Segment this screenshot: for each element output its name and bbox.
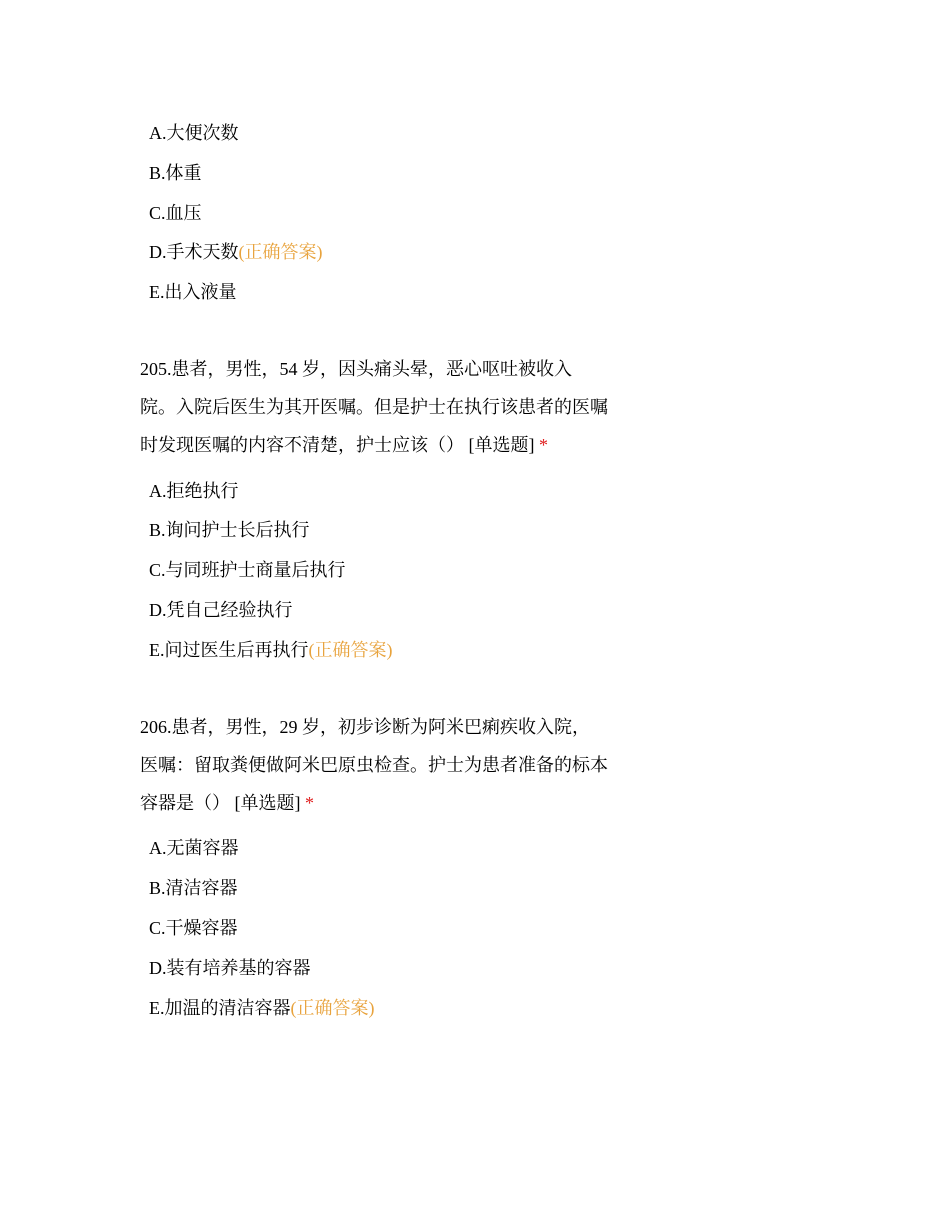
required-mark: * — [539, 435, 548, 455]
question-206-line-2 — [140, 753, 608, 777]
option-text: D.凭自己经验执行 — [149, 600, 293, 620]
option-205-a — [149, 479, 239, 503]
option-text: E.问过医生后再执行 — [149, 640, 309, 660]
option-text: D.装有培养基的容器 — [149, 958, 311, 978]
option-prev-b — [149, 161, 202, 185]
option-205-e — [149, 638, 393, 662]
question-text: 206.患者，男性，29 岁，初步诊断为阿米巴痢疾收入院， — [140, 717, 590, 737]
question-205-line-1 — [140, 357, 572, 381]
question-text: 205.患者，男性，54 岁，因头痛头晕，恶心呕吐被收入 — [140, 359, 572, 379]
option-text: B.体重 — [149, 163, 202, 183]
option-text: E.出入液量 — [149, 282, 237, 302]
question-text: 容器是（） [单选题] — [140, 793, 301, 813]
option-206-e — [149, 996, 375, 1020]
option-205-b — [149, 518, 310, 542]
option-206-a — [149, 836, 239, 860]
required-mark: * — [305, 793, 314, 813]
option-206-d — [149, 956, 311, 980]
question-205-line-3 — [140, 433, 548, 457]
correct-answer-tag: (正确答案) — [238, 242, 323, 262]
option-text: B.询问护士长后执行 — [149, 520, 310, 540]
option-205-c — [149, 558, 346, 582]
option-prev-d — [149, 240, 323, 264]
option-text: D.手术天数 — [149, 242, 239, 262]
option-206-c — [149, 916, 238, 940]
question-206-line-1 — [140, 715, 590, 739]
option-text: B.清洁容器 — [149, 878, 238, 898]
option-text: C.与同班护士商量后执行 — [149, 560, 346, 580]
option-text: A.无菌容器 — [149, 838, 239, 858]
question-206-line-3 — [140, 791, 314, 815]
option-text: A.大便次数 — [149, 123, 239, 143]
option-205-d — [149, 598, 293, 622]
correct-answer-tag: (正确答案) — [308, 640, 393, 660]
option-prev-c — [149, 201, 202, 225]
option-text: E.加温的清洁容器 — [149, 998, 291, 1018]
question-text: 医嘱：留取粪便做阿米巴原虫检查。护士为患者准备的标本 — [140, 755, 608, 775]
option-206-b — [149, 876, 238, 900]
question-205-line-2 — [140, 395, 608, 419]
question-text: 院。入院后医生为其开医嘱。但是护士在执行该患者的医嘱 — [140, 397, 608, 417]
option-text: C.干燥容器 — [149, 918, 238, 938]
correct-answer-tag: (正确答案) — [290, 998, 375, 1018]
question-text: 时发现医嘱的内容不清楚，护士应该（） [单选题] — [140, 435, 535, 455]
option-text: C.血压 — [149, 203, 202, 223]
option-text: A.拒绝执行 — [149, 481, 239, 501]
option-prev-e — [149, 280, 237, 304]
option-prev-a — [149, 121, 239, 145]
